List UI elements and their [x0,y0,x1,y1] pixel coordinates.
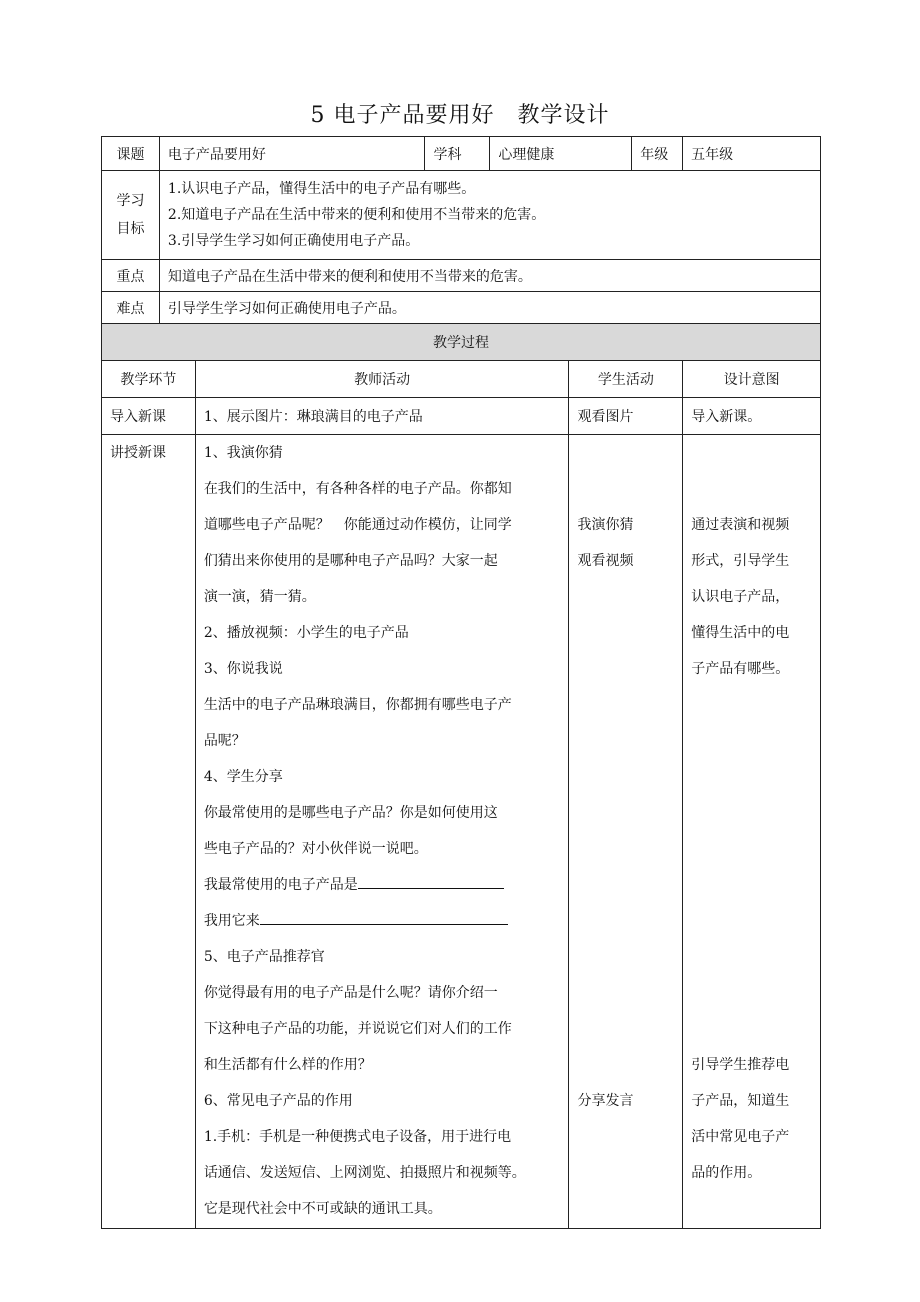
teacher-activity-cell [195,435,569,1229]
discipline-value: 心理健康 [490,137,632,171]
key-point-value: 知道电子产品在生活中带来的便利和使用不当带来的危害。 [159,260,820,292]
intent-line: 活中常见电子产 [691,1129,790,1145]
column-header-teacher: 教师活动 [195,361,569,398]
goal-item: 1.认识电子产品，懂得生活中的电子产品有哪些。 [167,181,476,197]
lesson-info-table [101,136,821,324]
teacher-line: 生活中的电子产品琳琅满目，你都拥有哪些电子产 [203,697,512,713]
label-key-point: 重点 [102,260,160,292]
student-activity-cell [569,435,683,1229]
teacher-line: 些电子产品的？对小伙伴说一说吧。 [203,841,428,857]
stage-new-lesson: 讲授新课 [110,445,166,461]
document-title: 5 电子产品要用好 教学设计 [310,103,610,128]
label-goals-line-1: 学习 [116,193,145,209]
intent-line: 懂得生活中的电 [691,625,790,641]
intent-intro: 导入新课。 [683,398,821,435]
difficult-point-value: 引导学生学习如何正确使用电子产品。 [159,292,820,324]
teacher-line: 你觉得最有用的电子产品是什么呢？请你介绍一 [203,985,498,1001]
teacher-line: 道哪些电子产品呢？ 你能通过动作模仿，让同学 [203,517,512,533]
fill-in-line-1 [204,867,561,903]
column-header-stage: 教学环节 [102,361,196,398]
intent-line: 子产品有哪些。 [691,661,790,677]
intent-line: 引导学生推荐电 [691,1057,790,1073]
teacher-line: 下这种电子产品的功能，并说说它们对人们的工作 [203,1021,512,1037]
student-activity-intro: 观看图片 [569,398,683,435]
teacher-line: 它是现代社会中不可或缺的通讯工具。 [203,1201,442,1217]
intent-line: 认识电子产品， [691,589,790,605]
teacher-line: 你最常使用的是哪些电子产品？你是如何使用这 [203,805,498,821]
teacher-line: 6、常见电子产品的作用 [203,1093,353,1109]
goals-cell [159,171,820,260]
label-subject: 课题 [102,137,160,171]
teacher-line: 2、播放视频：小学生的电子产品 [203,625,409,641]
design-intent-cell [683,435,821,1229]
teacher-line: 话通信、发送短信、上网浏览、拍摄照片和视频等。 [203,1165,526,1181]
label-goals [102,171,160,260]
fill-in-prompt: 我用它来 [203,913,260,929]
teacher-line: 们猜出来你使用的是哪种电子产品吗？大家一起 [203,553,498,569]
subject-value: 电子产品要用好 [159,137,425,171]
intent-line: 形式，引导学生 [691,553,790,569]
column-header-intent: 设计意图 [683,361,821,398]
goal-item: 2.知道电子产品在生活中带来的便利和使用不当带来的危害。 [167,207,546,223]
teacher-line: 和生活都有什么样的作用？ [203,1057,372,1073]
teacher-line: 1、我演你猜 [203,445,283,461]
teacher-line: 在我们的生活中，有各种各样的电子产品。你都知 [203,481,512,497]
teacher-line: 5、电子产品推荐官 [203,949,325,965]
column-header-student: 学生活动 [569,361,683,398]
label-difficult-point: 难点 [102,292,160,324]
fill-in-blank [358,874,504,889]
teacher-line: 品呢？ [203,733,246,749]
label-grade: 年级 [632,137,683,171]
process-header: 教学过程 [102,324,821,361]
teacher-activity-intro: 1、展示图片：琳琅满目的电子产品 [195,398,569,435]
stage-intro: 导入新课 [102,398,196,435]
teacher-line: 演一演，猜一猜。 [203,589,316,605]
student-line: 分享发言 [577,1093,634,1109]
fill-in-blank [260,910,508,925]
goal-item: 3.引导学生学习如何正确使用电子产品。 [167,233,420,249]
student-line: 观看视频 [577,553,634,569]
intent-line: 通过表演和视频 [691,517,790,533]
grade-value: 五年级 [683,137,821,171]
label-goals-line-2: 目标 [116,221,145,237]
student-line: 我演你猜 [577,517,634,533]
fill-in-prompt: 我最常使用的电子产品是 [203,877,358,893]
teacher-line: 1.手机：手机是一种便携式电子设备，用于进行电 [203,1129,512,1145]
label-discipline: 学科 [425,137,490,171]
teaching-process-table [101,323,821,1229]
teacher-line: 4、学生分享 [203,769,283,785]
stage-new-lesson-cell [102,435,196,1229]
intent-line: 子产品，知道生 [691,1093,790,1109]
teacher-line: 3、你说我说 [203,661,283,677]
fill-in-line-2 [204,903,561,939]
intent-line: 品的作用。 [691,1165,762,1181]
